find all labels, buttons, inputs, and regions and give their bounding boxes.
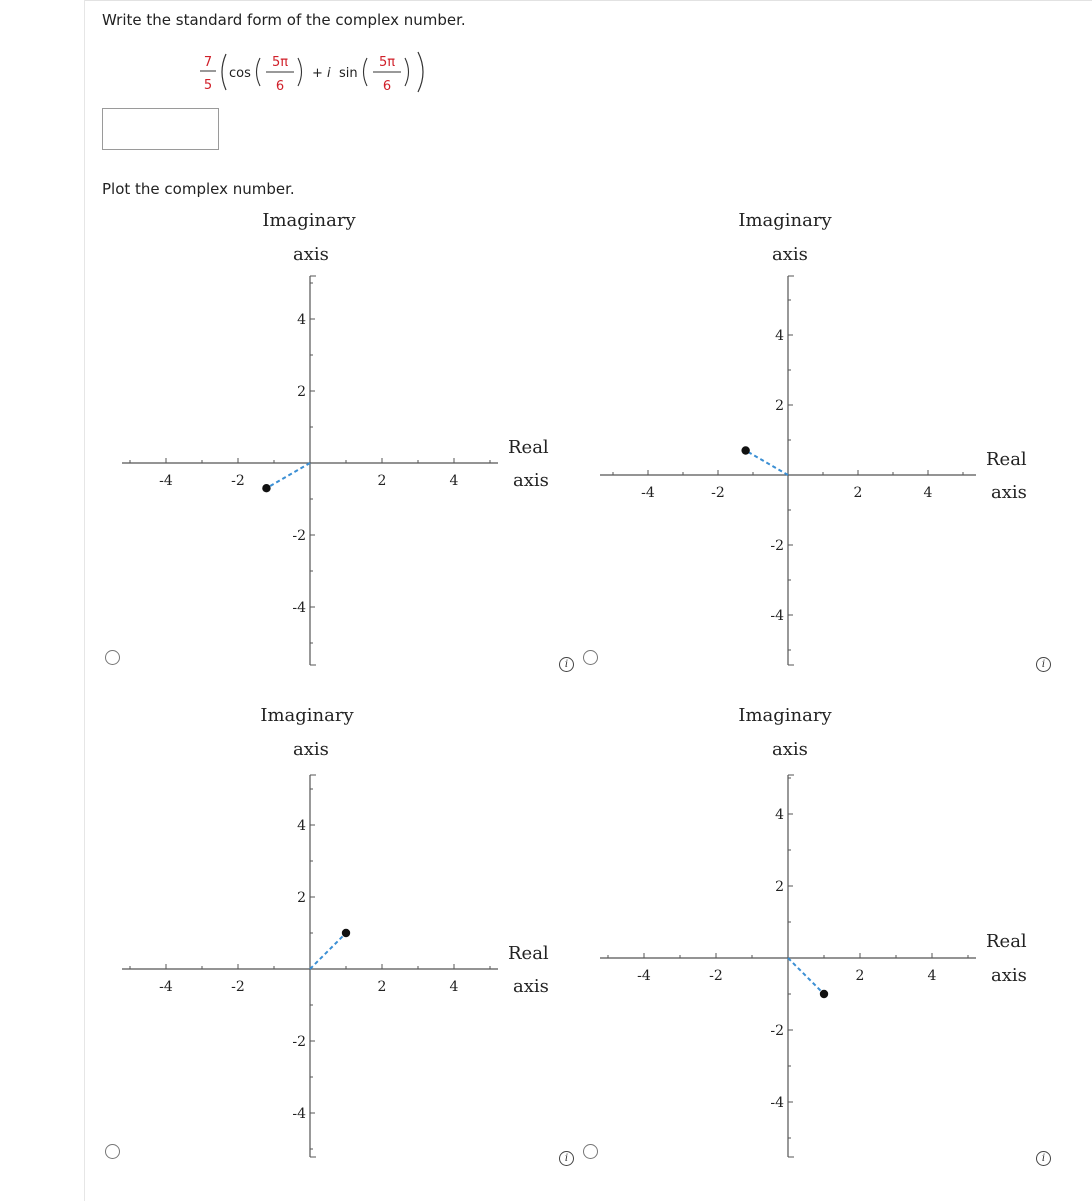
y-tick-4: 4 xyxy=(775,328,784,344)
option-c-radio[interactable] xyxy=(105,1144,120,1159)
option-b-graph xyxy=(578,200,1048,675)
plotted-point xyxy=(342,929,350,937)
y-tick-neg4: -4 xyxy=(292,600,306,616)
y-tick-2: 2 xyxy=(297,890,306,906)
real-axis-title: Real xyxy=(508,943,549,964)
option-d-radio[interactable] xyxy=(583,1144,598,1159)
y-tick-neg4: -4 xyxy=(292,1106,306,1122)
y-tick-neg2: -2 xyxy=(770,1023,784,1039)
option-c-graph xyxy=(100,695,570,1165)
y-tick-2: 2 xyxy=(775,398,784,414)
y-tick-neg2: -2 xyxy=(770,538,784,554)
vector-segment xyxy=(788,958,824,994)
top-border xyxy=(84,0,1092,1)
sin-angle-denominator: 6 xyxy=(382,79,392,94)
plotted-point xyxy=(741,446,749,454)
vector-segment xyxy=(746,451,788,476)
option-d-info-icon[interactable]: i xyxy=(1036,1151,1051,1166)
y-tick-4: 4 xyxy=(775,807,784,823)
option-d-graph xyxy=(578,695,1048,1165)
x-tick-neg2: -2 xyxy=(231,473,245,489)
x-tick-2: 2 xyxy=(853,485,863,501)
y-tick-neg2: -2 xyxy=(292,1034,306,1050)
y-tick-neg4: -4 xyxy=(770,1095,784,1111)
y-tick-neg2: -2 xyxy=(292,528,306,544)
real-axis-title-2: axis xyxy=(513,470,549,491)
sin-label: sin xyxy=(339,66,358,81)
x-tick-neg2: -2 xyxy=(231,979,245,995)
plus-i: + i xyxy=(312,66,331,81)
y-tick-4: 4 xyxy=(297,312,306,328)
x-tick-neg4: -4 xyxy=(641,485,655,501)
y-tick-2: 2 xyxy=(297,384,306,400)
coef-denominator: 5 xyxy=(203,78,213,93)
question-instruction: Write the standard form of the complex number. xyxy=(102,11,466,29)
real-axis-title: Real xyxy=(986,449,1027,470)
x-tick-4: 4 xyxy=(927,968,937,984)
x-tick-neg2: -2 xyxy=(711,485,725,501)
option-c-info-icon[interactable]: i xyxy=(559,1151,574,1166)
y-tick-2: 2 xyxy=(775,879,784,895)
x-tick-neg4: -4 xyxy=(159,473,173,489)
option-b-radio[interactable] xyxy=(583,650,598,665)
option-b-info-icon[interactable]: i xyxy=(1036,657,1051,672)
option-a-info-icon[interactable]: i xyxy=(559,657,574,672)
imaginary-axis-title: Imaginary xyxy=(262,210,356,231)
option-a-radio[interactable] xyxy=(105,650,120,665)
left-border xyxy=(84,0,85,1201)
imaginary-axis-title: Imaginary xyxy=(738,705,832,726)
vector-segment xyxy=(310,933,346,969)
plotted-point xyxy=(820,990,828,998)
imaginary-axis-title: Imaginary xyxy=(260,705,354,726)
x-tick-neg4: -4 xyxy=(159,979,173,995)
x-tick-neg2: -2 xyxy=(709,968,723,984)
option-a-graph xyxy=(100,200,570,675)
cos-angle-numerator: 5π xyxy=(271,55,289,70)
imaginary-axis-title: Imaginary xyxy=(738,210,832,231)
x-tick-4: 4 xyxy=(923,485,933,501)
cos-angle-denominator: 6 xyxy=(275,79,285,94)
imaginary-axis-title-2: axis xyxy=(772,244,808,265)
sin-angle-numerator: 5π xyxy=(378,55,396,70)
complex-expression xyxy=(196,44,446,100)
y-tick-neg4: -4 xyxy=(770,608,784,624)
x-tick-2: 2 xyxy=(855,968,865,984)
real-axis-title-2: axis xyxy=(991,482,1027,503)
y-tick-4: 4 xyxy=(297,818,306,834)
real-axis-title-2: axis xyxy=(991,965,1027,986)
imaginary-axis-title-2: axis xyxy=(293,739,329,760)
x-tick-2: 2 xyxy=(377,979,387,995)
x-tick-4: 4 xyxy=(449,473,459,489)
real-axis-title: Real xyxy=(508,437,549,458)
x-tick-neg4: -4 xyxy=(637,968,651,984)
coef-numerator: 7 xyxy=(203,55,213,70)
plotted-point xyxy=(262,484,270,492)
cos-label: cos xyxy=(229,66,251,81)
plot-instruction: Plot the complex number. xyxy=(102,180,295,198)
vector-segment xyxy=(266,463,310,488)
real-axis-title: Real xyxy=(986,931,1027,952)
x-tick-2: 2 xyxy=(377,473,387,489)
answer-input[interactable] xyxy=(102,108,219,150)
real-axis-title-2: axis xyxy=(513,976,549,997)
imaginary-axis-title-2: axis xyxy=(772,739,808,760)
imaginary-axis-title-2: axis xyxy=(293,244,329,265)
x-tick-4: 4 xyxy=(449,979,459,995)
